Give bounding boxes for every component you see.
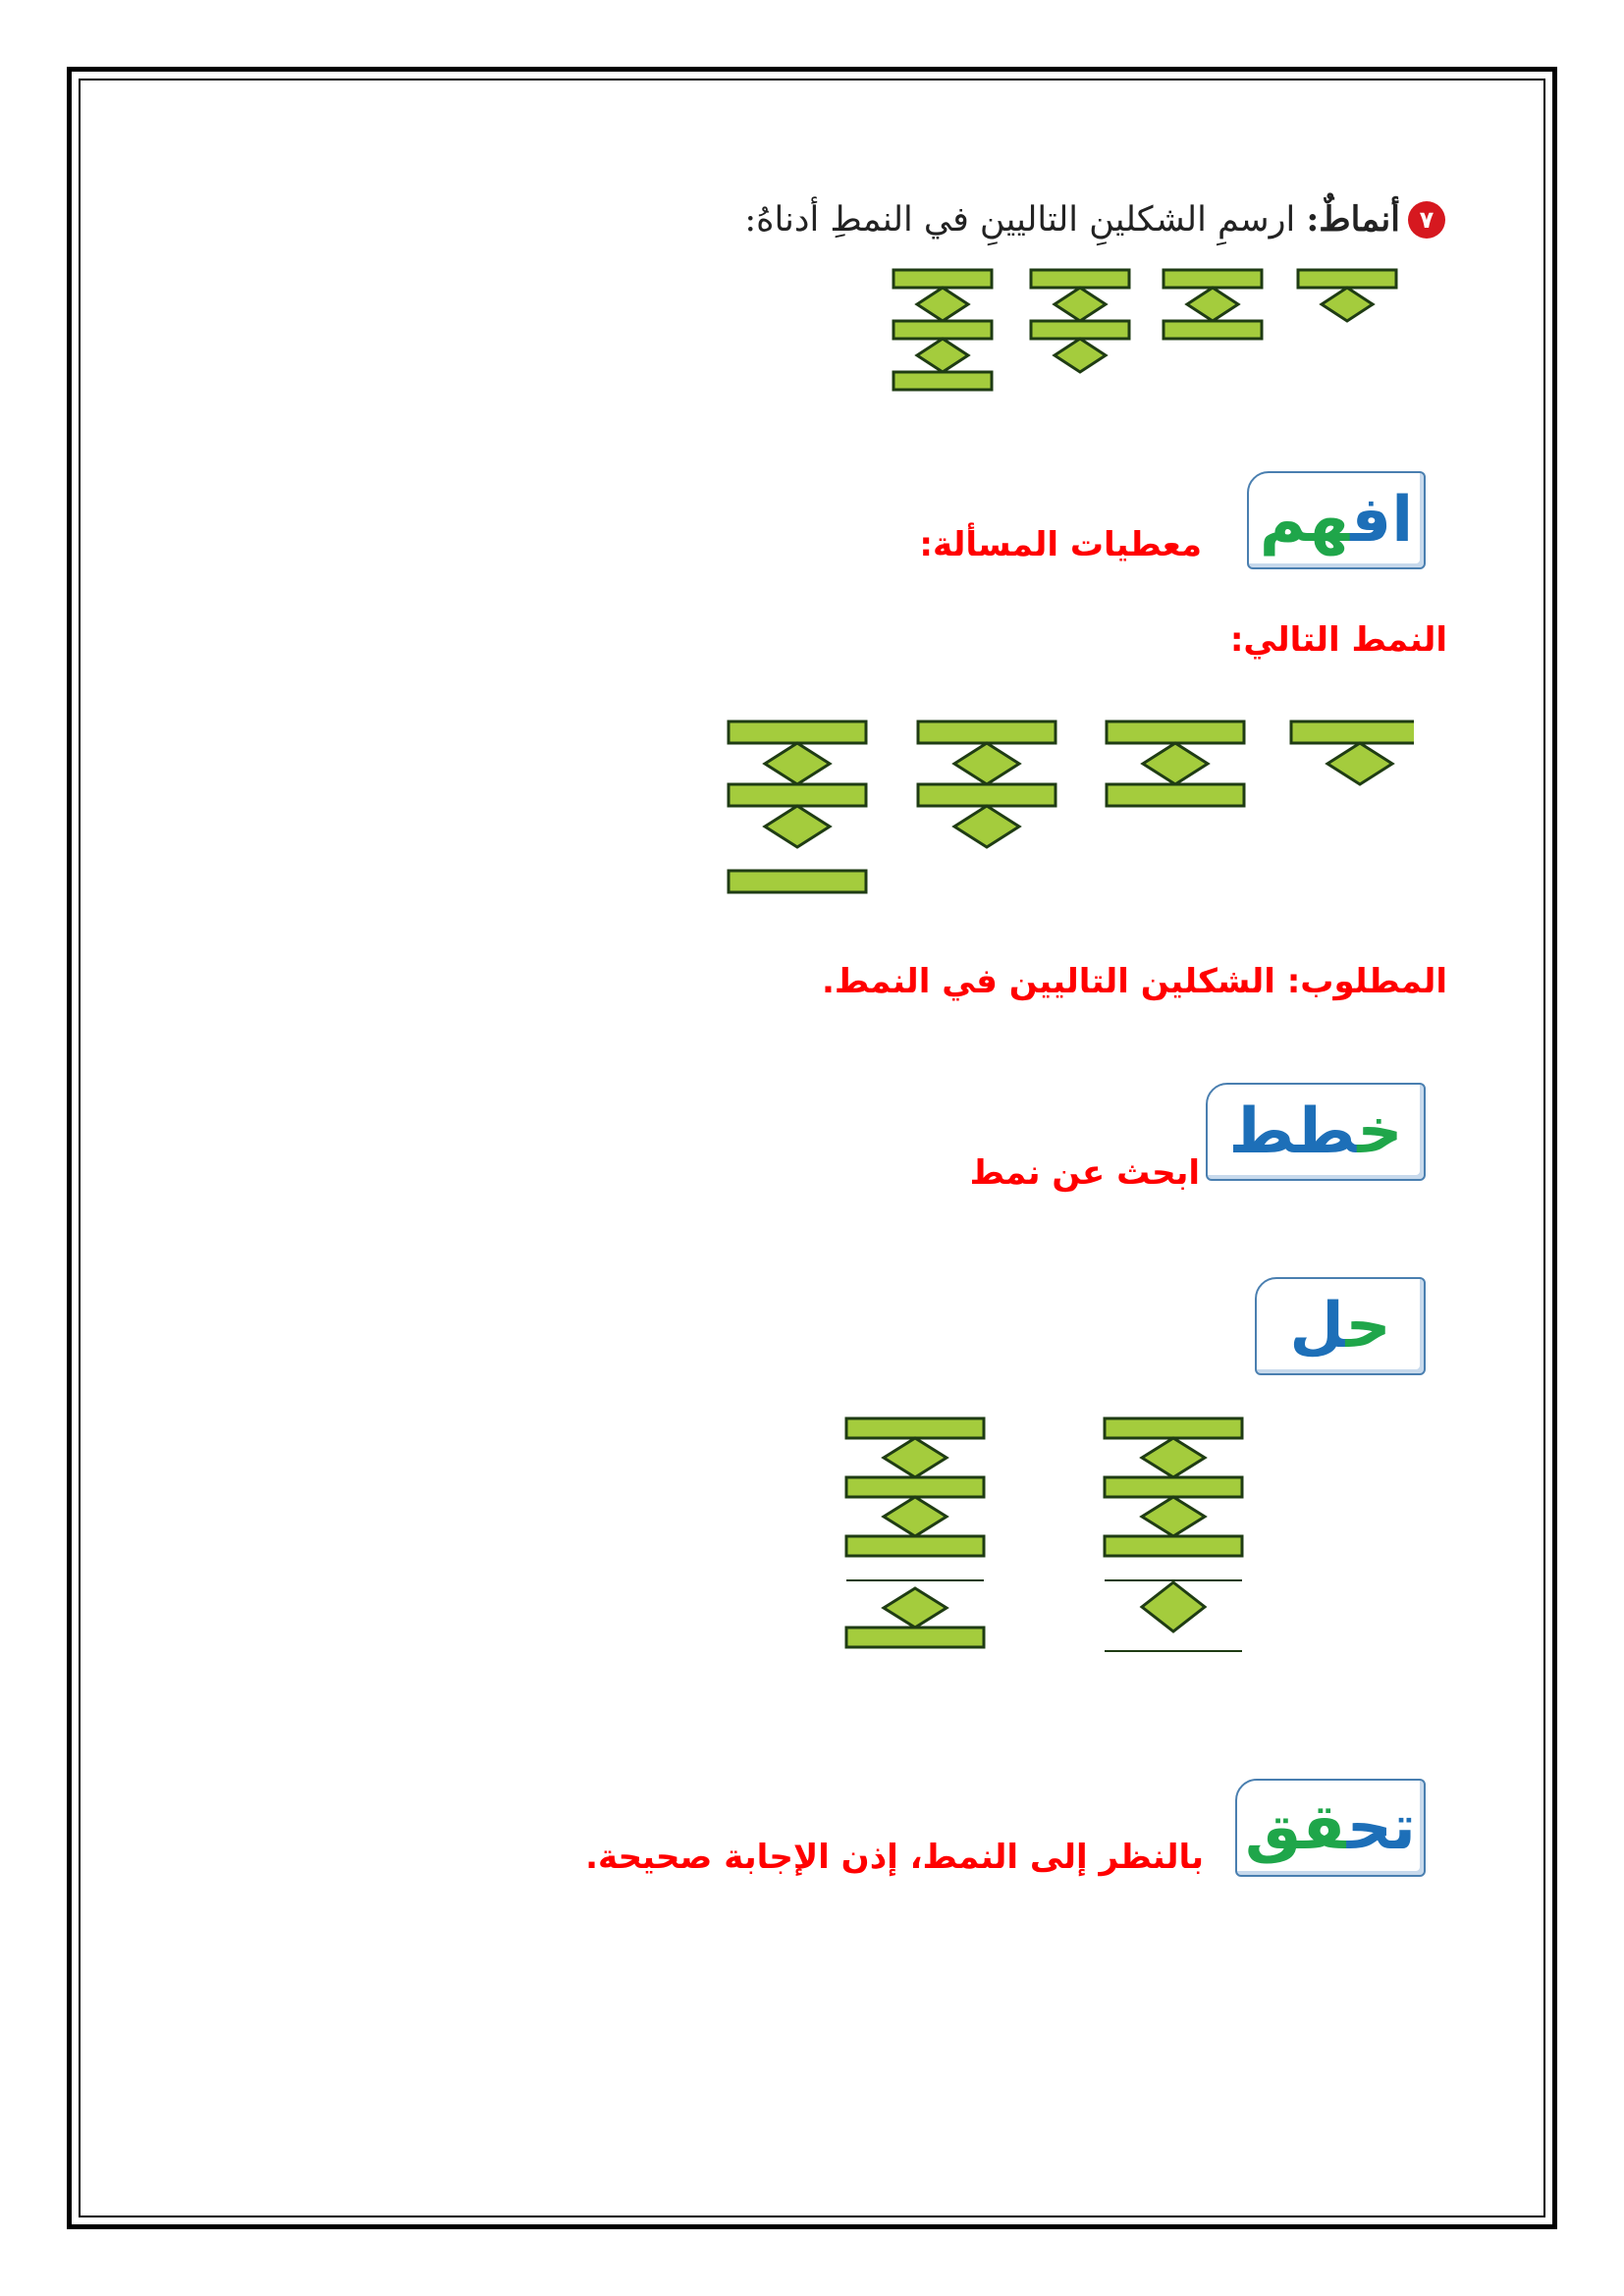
pattern-bar [1031, 270, 1129, 288]
answer-pattern-group [846, 1418, 1242, 1651]
question-pattern-figure [864, 265, 1414, 432]
understand-badge-text: افهم [1259, 484, 1414, 557]
solve-badge [1255, 1277, 1426, 1375]
pattern-diamond [954, 806, 1019, 847]
pattern-bar [729, 721, 866, 743]
pattern-bar [846, 1477, 984, 1497]
question-pattern-group [893, 270, 1396, 390]
question-title: أنماطٌ [1319, 199, 1400, 240]
pattern-diamond [1142, 1582, 1205, 1631]
required-text: المطلوب: الشكلين التاليين في النمط. [821, 962, 1447, 1001]
check-text: بالنظر إلى النمط، إذن الإجابة صحيحة. [585, 1838, 1204, 1877]
pattern-bar [1164, 270, 1262, 288]
pattern-bar [846, 1418, 984, 1438]
question-prompt: ارسمِ الشكلينِ التاليينِ في النمطِ أدناهُ: [744, 200, 1296, 240]
question-number-badge: ٧ [1408, 201, 1445, 239]
given-label: النمط التالي: [1229, 620, 1447, 660]
pattern-diamond [765, 806, 830, 847]
given-pattern-group [729, 721, 1414, 892]
pattern-bar [729, 871, 866, 892]
pattern-bar [729, 784, 866, 806]
pattern-bar [846, 1536, 984, 1556]
pattern-diamond [1142, 1438, 1205, 1477]
plan-badge-text: خطط [1228, 1095, 1403, 1168]
given-pattern-figure [687, 717, 1414, 903]
check-badge-text: تحقق [1245, 1791, 1416, 1864]
plan-text: ابحث عن نمط [969, 1153, 1200, 1193]
pattern-bar [918, 784, 1056, 806]
pattern-diamond [1143, 743, 1208, 784]
pattern-bar [1105, 1477, 1242, 1497]
pattern-bar [1105, 1536, 1242, 1556]
pattern-diamond [884, 1497, 947, 1536]
pattern-bar [893, 372, 992, 390]
solve-badge-text: حل [1289, 1290, 1391, 1362]
pattern-bar [918, 721, 1056, 743]
pattern-diamond [1055, 288, 1106, 321]
pattern-bar [1107, 721, 1244, 743]
pattern-bar [893, 321, 992, 339]
answer-pattern-figure [835, 1414, 1257, 1737]
pattern-bar [846, 1628, 984, 1647]
pattern-diamond [1187, 288, 1238, 321]
check-badge [1235, 1779, 1426, 1877]
pattern-diamond [1142, 1497, 1205, 1536]
pattern-diamond [954, 743, 1019, 784]
pattern-diamond [1327, 743, 1392, 784]
pattern-diamond [1322, 288, 1373, 321]
pattern-bar [1107, 784, 1244, 806]
understand-badge [1247, 471, 1426, 569]
pattern-diamond [917, 288, 968, 321]
pattern-bar [893, 270, 992, 288]
pattern-bar [1031, 321, 1129, 339]
pattern-bar [1105, 1418, 1242, 1438]
question-separator: : [1306, 199, 1320, 240]
pattern-diamond [917, 339, 968, 372]
pattern-bar [1291, 721, 1414, 743]
understand-text: معطيات المسألة: [919, 525, 1202, 564]
question-text [744, 199, 1400, 240]
pattern-bar [1298, 270, 1396, 288]
pattern-diamond [1055, 339, 1106, 372]
pattern-diamond [884, 1588, 947, 1628]
pattern-bar [1164, 321, 1262, 339]
pattern-diamond [765, 743, 830, 784]
plan-badge [1206, 1083, 1426, 1181]
pattern-diamond [884, 1438, 947, 1477]
